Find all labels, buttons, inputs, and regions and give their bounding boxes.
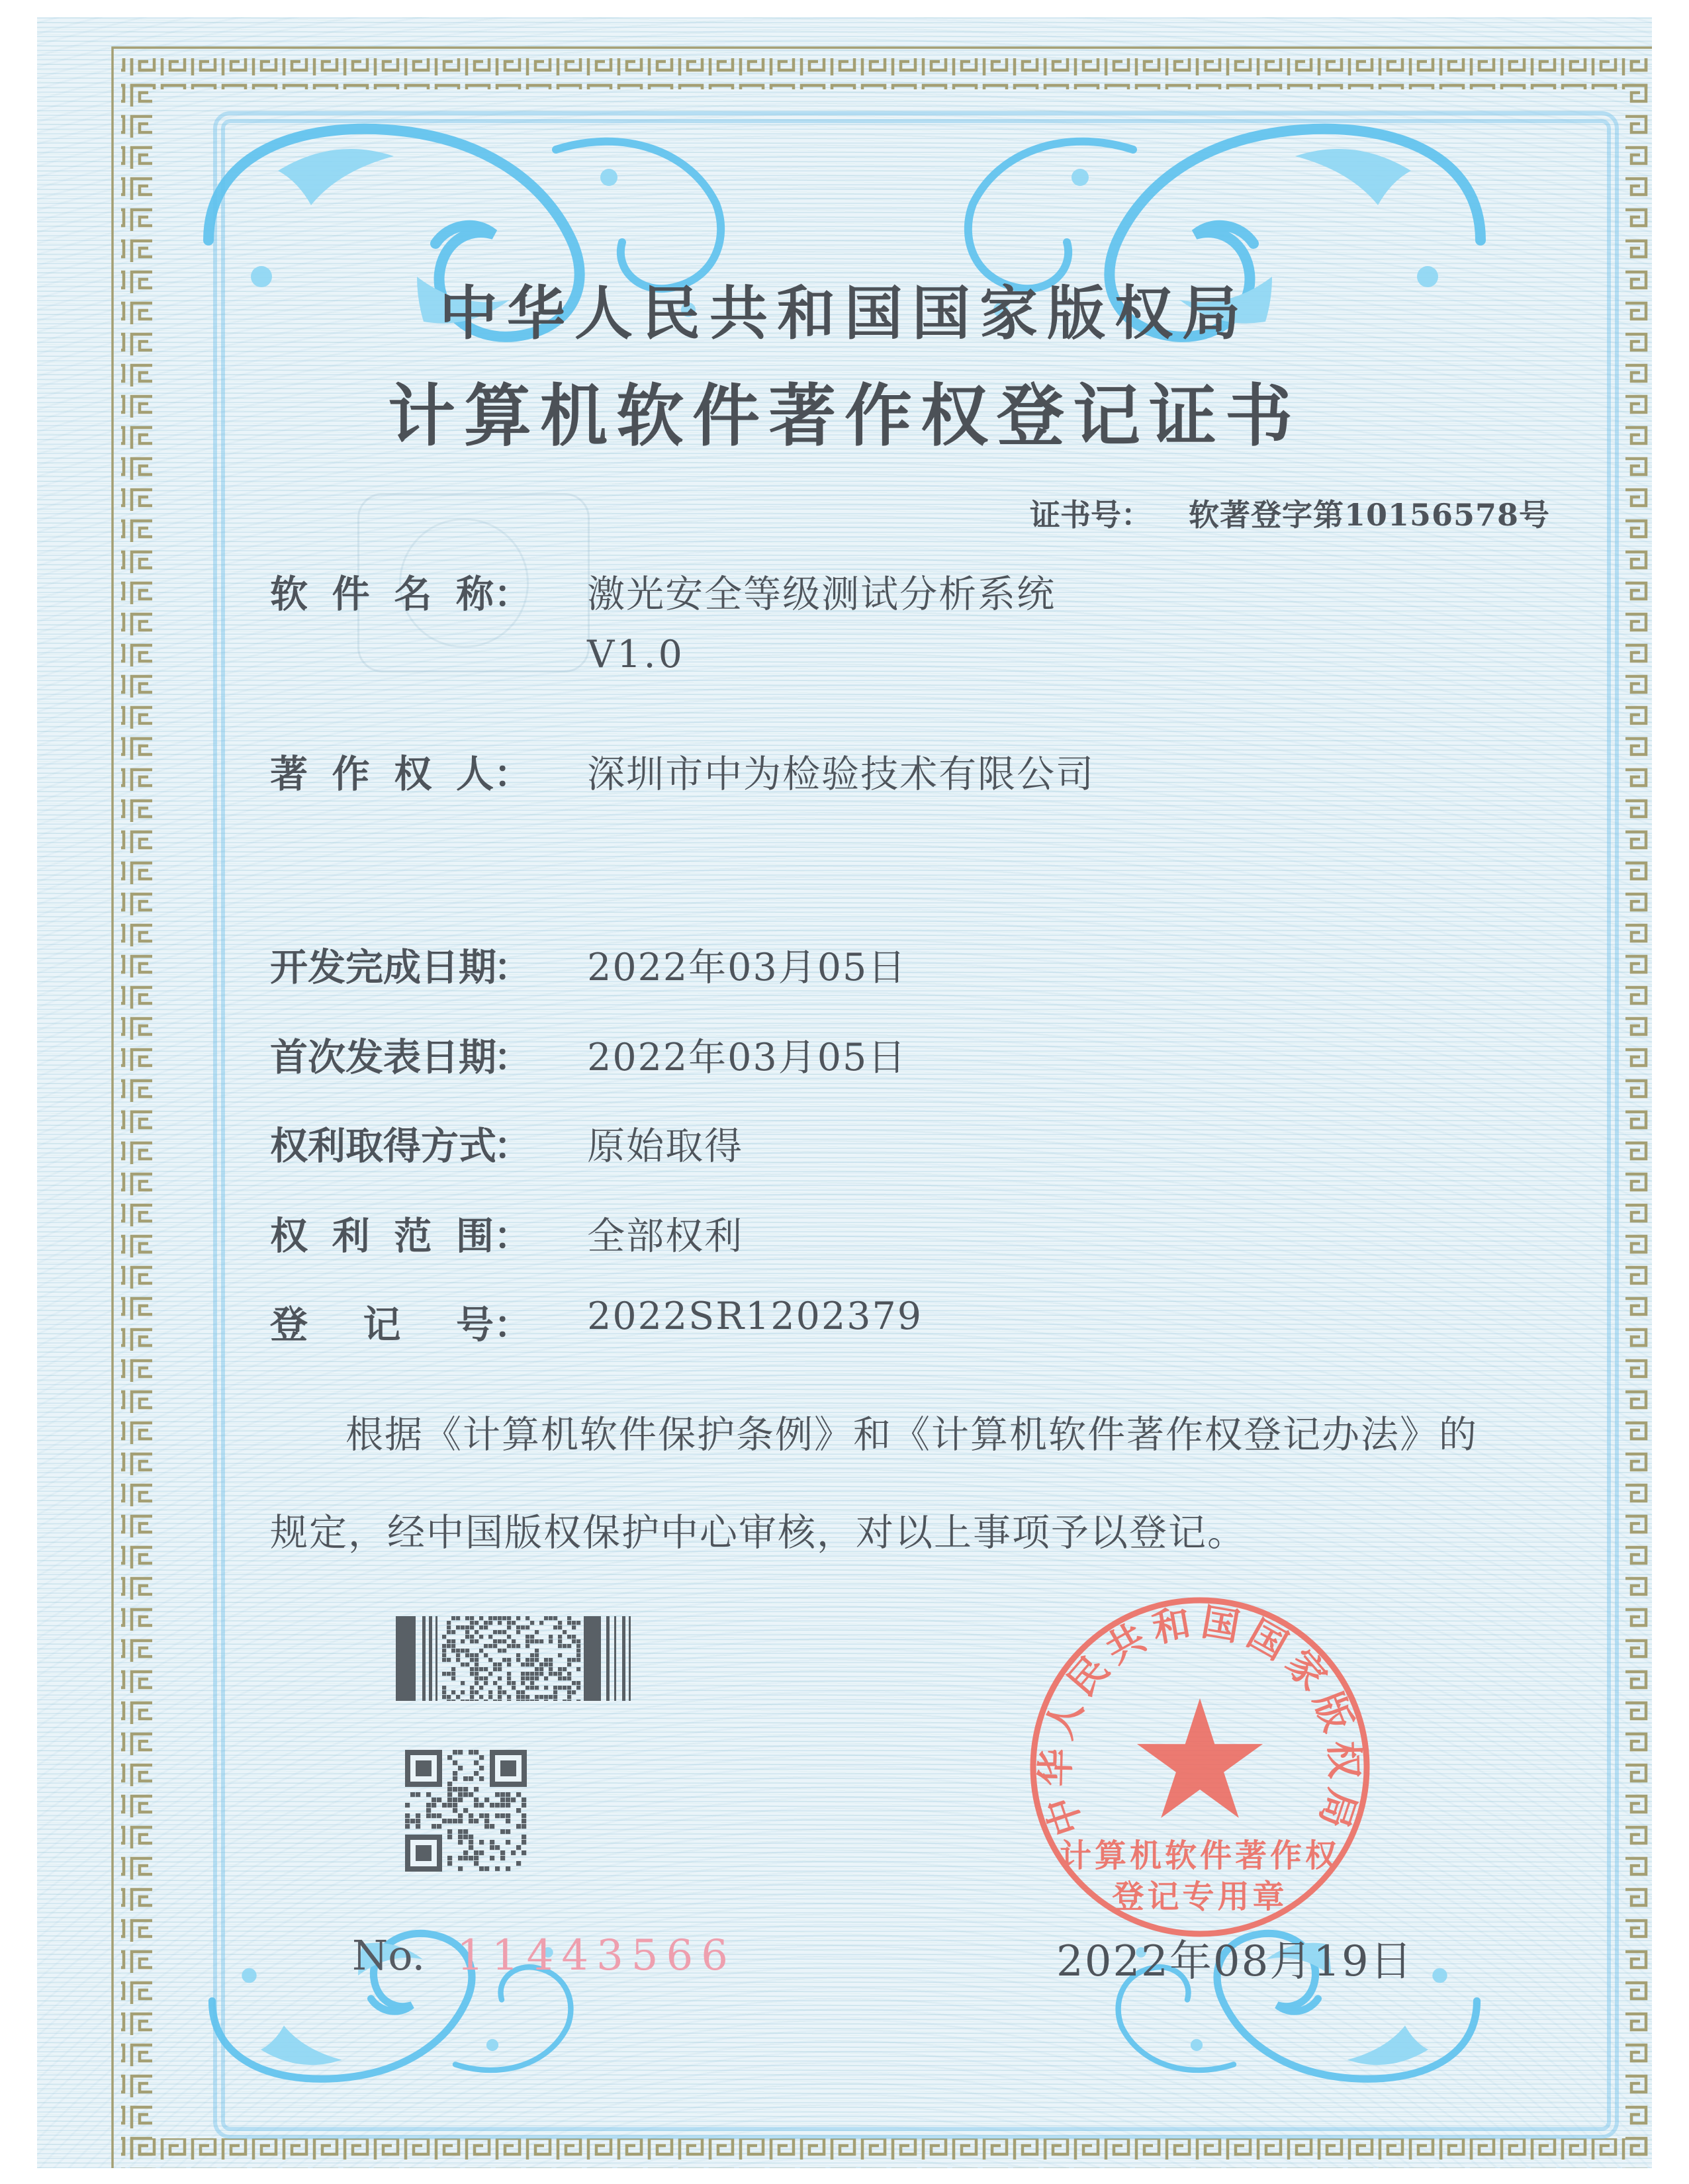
barcode xyxy=(396,1616,631,1701)
field-label: 登记号 xyxy=(270,1302,494,1347)
seal-ring-text: 中华人民共和国国家版权局 xyxy=(1034,1600,1366,1841)
field-colon: ： xyxy=(494,572,531,616)
software-version: V1.0 xyxy=(587,633,685,676)
field-label: 权利范围 xyxy=(270,1214,494,1258)
field-software-name xyxy=(270,564,1056,676)
certificate-number-value: 软著登字第10156578号 xyxy=(1189,497,1551,533)
field-right-acquire-method xyxy=(270,1116,743,1170)
issue-date: 2022年08月19日 xyxy=(1056,1937,1414,1986)
field-colon: ： xyxy=(494,752,531,796)
field-first-publish-date xyxy=(270,1027,907,1081)
field-label: 首次发表日期 xyxy=(270,1035,496,1079)
field-colon: ： xyxy=(494,945,531,989)
field-colon: ： xyxy=(494,1302,531,1347)
serial-number-label: No. xyxy=(352,1931,426,1979)
certificate-number-label: 证书号： xyxy=(1030,497,1152,533)
software-name: 激光安全等级测试分析系统 xyxy=(587,572,1056,616)
field-label: 软件名称 xyxy=(270,572,494,616)
seal-text-line2: 登记专用章 xyxy=(1112,1878,1288,1915)
registration-number: 2022SR1202379 xyxy=(587,1295,923,1338)
field-label: 开发完成日期 xyxy=(270,945,496,989)
first-publish-date: 2022年03月05日 xyxy=(587,1036,907,1079)
field-colon: ： xyxy=(494,1124,531,1168)
field-value xyxy=(587,564,1056,676)
authority-title: 中华人民共和国国家版权局 xyxy=(439,279,1250,347)
field-label: 权利取得方式 xyxy=(270,1124,496,1168)
right-acquire-method: 原始取得 xyxy=(587,1124,744,1168)
field-colon: ： xyxy=(494,1035,531,1079)
certificate-number-line xyxy=(1030,491,1550,535)
serial-number-line xyxy=(352,1931,736,1980)
field-dev-complete-date xyxy=(270,937,907,991)
field-label: 著作权人 xyxy=(270,752,494,796)
field-right-scope xyxy=(270,1206,743,1260)
copyright-owner: 深圳市中为检验技术有限公司 xyxy=(587,752,1095,796)
official-seal xyxy=(1025,1594,1375,1944)
field-copyright-owner xyxy=(270,744,1095,798)
field-colon: ： xyxy=(494,1214,531,1258)
statement-line-2: 规定，经中国版权保护中心审核，对以上事项予以登记。 xyxy=(270,1511,1246,1555)
serial-number-value: 11443566 xyxy=(457,1931,736,1980)
right-scope: 全部权利 xyxy=(587,1214,744,1258)
dev-complete-date: 2022年03月05日 xyxy=(587,946,907,989)
seal-star xyxy=(1137,1698,1263,1818)
certificate-title: 计算机软件著作权登记证书 xyxy=(388,377,1301,456)
statement-line-1: 根据《计算机软件保护条例》和《计算机软件著作权登记办法》的 xyxy=(345,1413,1478,1457)
qr-code xyxy=(405,1750,527,1872)
field-registration-number xyxy=(270,1295,923,1349)
seal-text-line1: 计算机软件著作权 xyxy=(1059,1837,1341,1874)
